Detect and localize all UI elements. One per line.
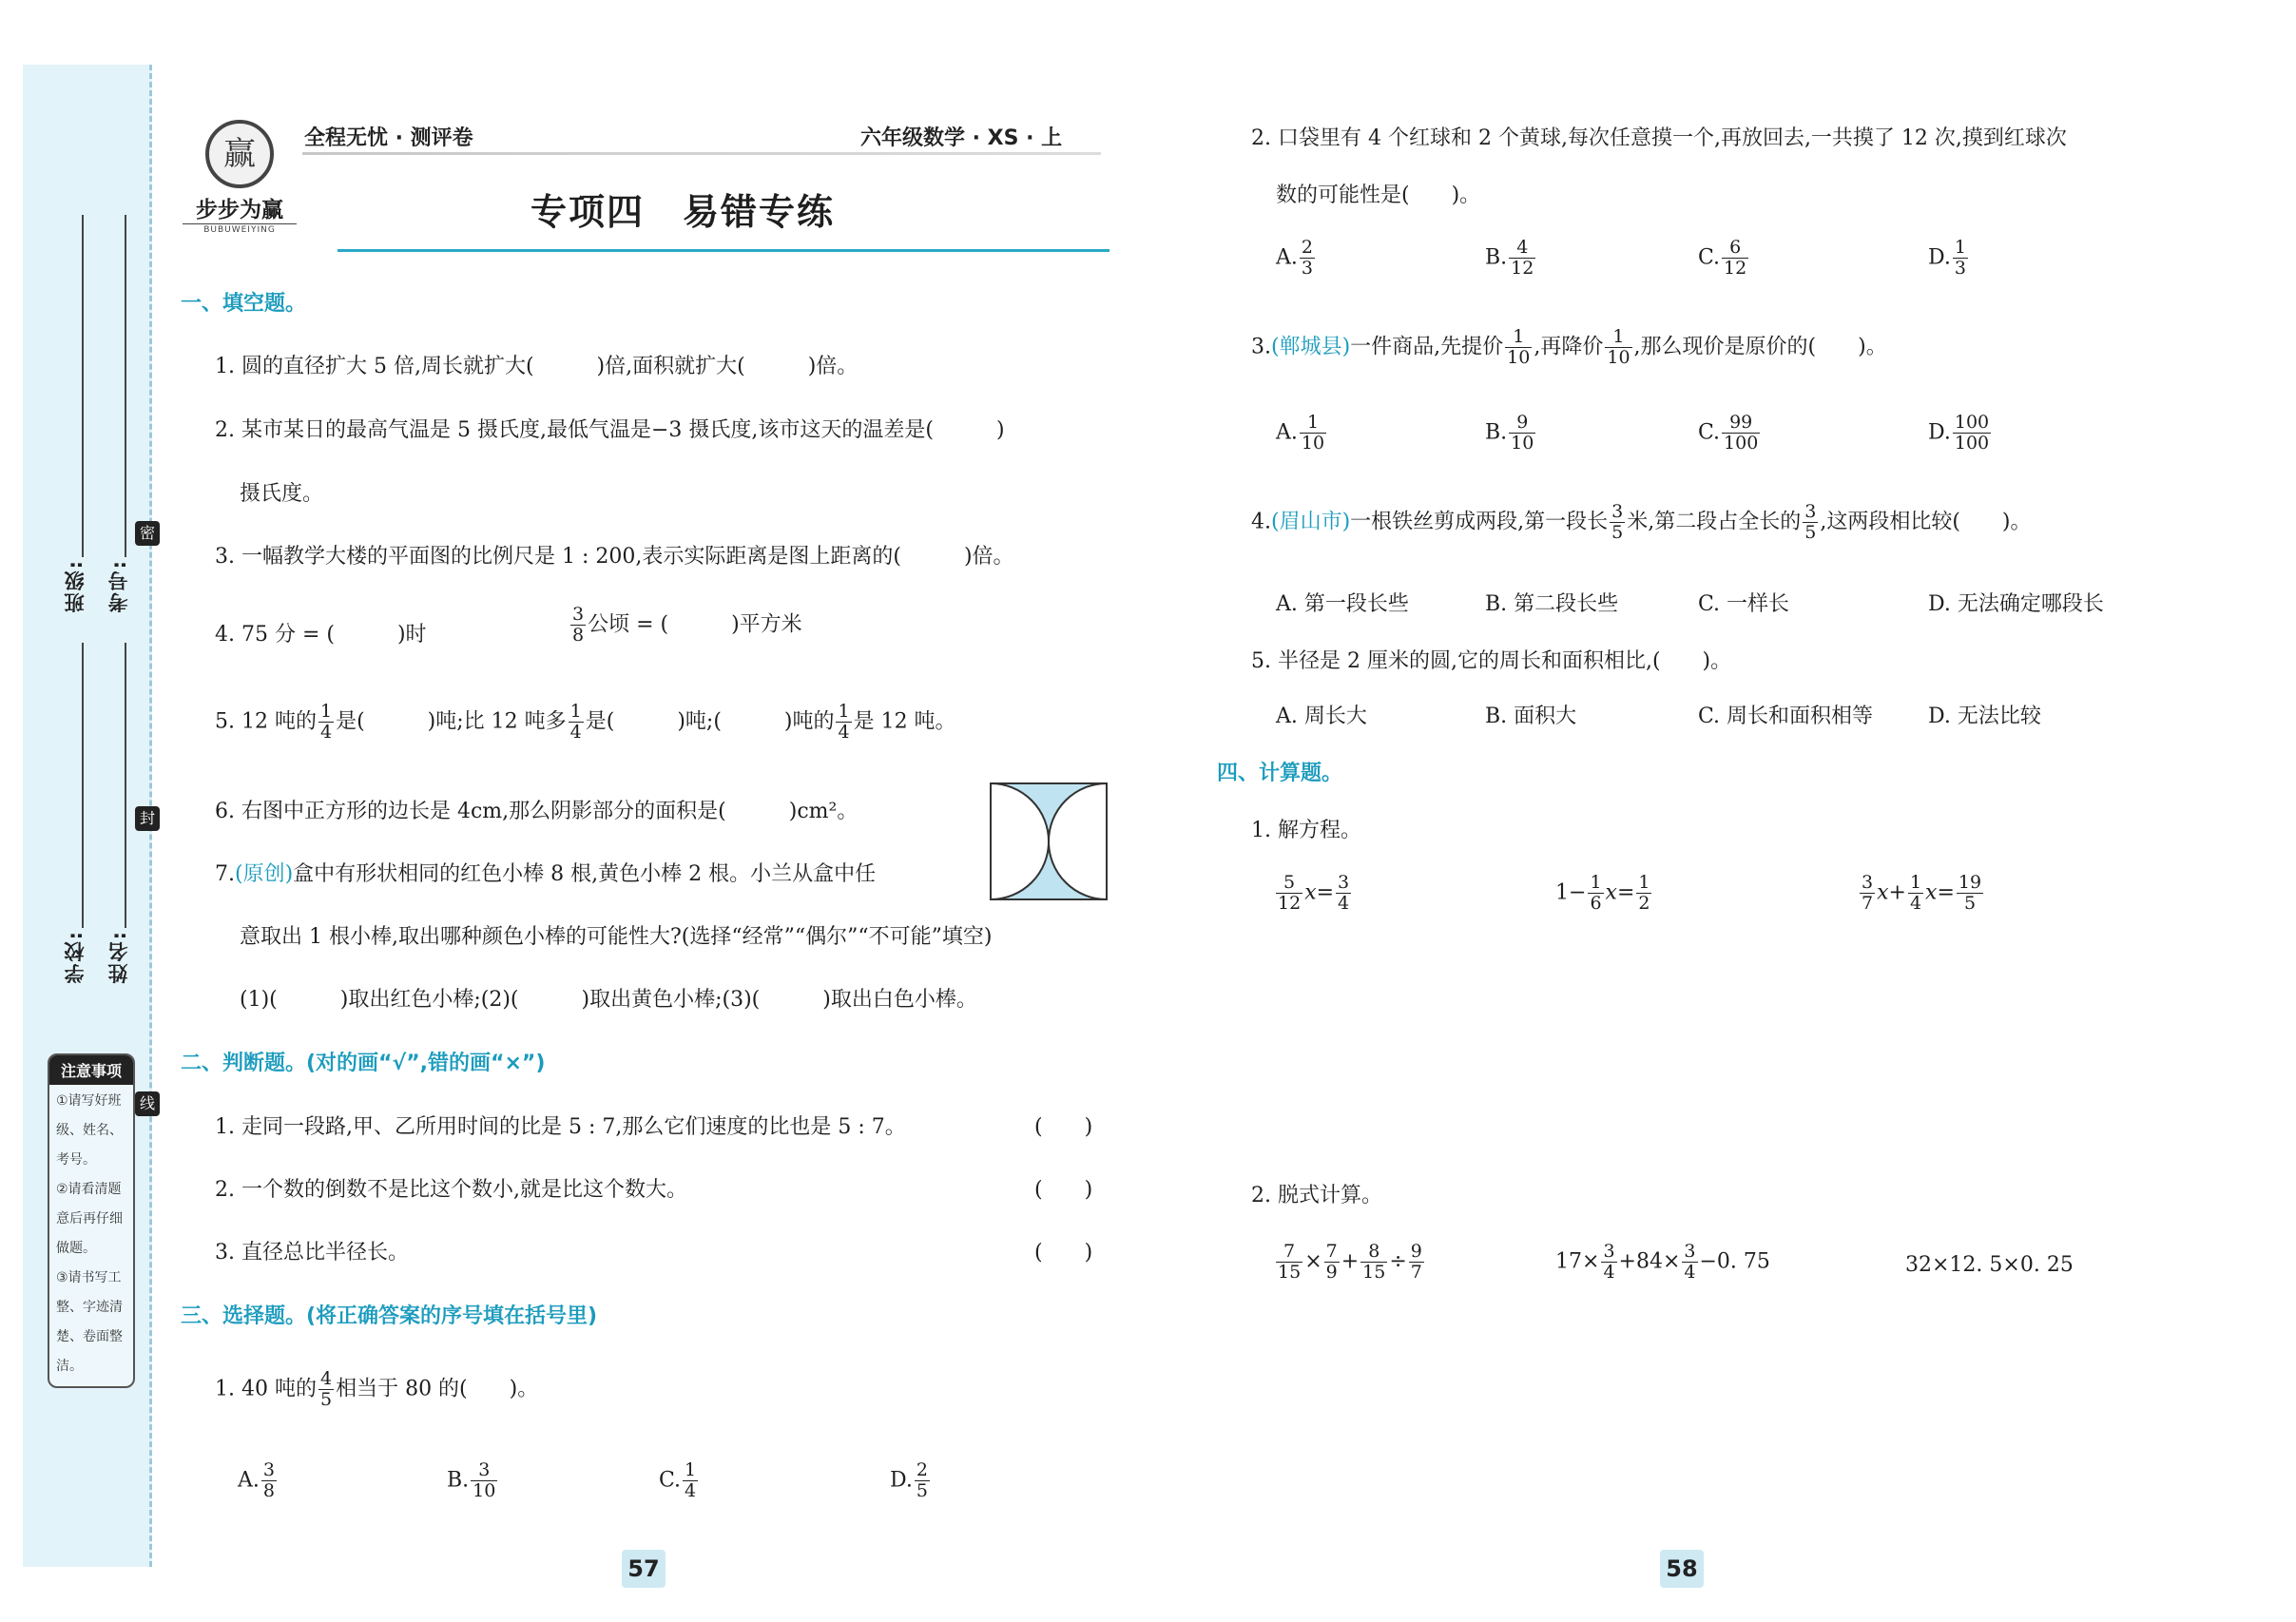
class-label: 班级: xyxy=(64,559,87,613)
fraction: $\frac{4}{5}$ xyxy=(319,1368,333,1410)
notes-body xyxy=(49,1085,133,1383)
region-tag: (郸城县) xyxy=(1271,335,1351,359)
shaded-square-figure xyxy=(989,782,1109,901)
option-d: D. 无法比较 xyxy=(1928,705,2041,728)
logo-pinyin: BUBUWEIYING xyxy=(183,223,297,235)
original-tag: (原创) xyxy=(235,862,294,886)
option-b: B. 第二段长些 xyxy=(1485,592,1619,616)
fill-line-exam-no xyxy=(125,215,126,557)
option-b: B. $\frac{4}{12}$ xyxy=(1485,237,1534,279)
option-c: C. $\frac{6}{12}$ xyxy=(1698,237,1747,279)
page-title: 专项四 易错专练 xyxy=(531,191,836,233)
option-a: A. $\frac{2}{3}$ xyxy=(1276,237,1313,279)
notes-line: 整、字迹清 xyxy=(56,1300,123,1315)
header-rule xyxy=(302,152,1101,155)
seal-mark-feng: 封 xyxy=(135,806,160,831)
notes-line: 意后再仔细 xyxy=(56,1211,123,1226)
notes-line: 做题。 xyxy=(56,1241,96,1256)
section-fill-blank: 一、填空题。 xyxy=(181,292,307,316)
notes-line: ①请写好班 xyxy=(56,1093,122,1109)
calculation-3: 32×12. 5×0. 25 xyxy=(1905,1253,2074,1277)
question-2-2: 2. 一个数的倒数不是比这个数小,就是比这个数大。 xyxy=(215,1178,687,1202)
seal-mark-mi: 密 xyxy=(135,521,160,546)
option-d: D. $\frac{100}{100}$ xyxy=(1928,412,1990,454)
fraction: $\frac{1}{4}$ xyxy=(319,701,333,743)
answer-paren: ( ) xyxy=(1034,1241,1093,1265)
question-1-5: 5. 12 吨的 $\frac{1}{4}$ 是( )吨;比 12 吨多 $\frac{1}{4}$ 是( )吨;( )吨的 $\frac{1}{4}$ 是 12 吨。 xyxy=(215,701,956,743)
question-1-4a: 4. 75 分 = ( )时 xyxy=(215,623,427,647)
section-judge: 二、判断题。(对的画“√”,错的画“×”) xyxy=(181,1052,546,1075)
question-1-7: 7.(原创)盒中有形状相同的红色小棒 8 根,黄色小棒 2 根。小兰从盒中任 xyxy=(215,862,877,886)
fraction: $\frac{1}{4}$ xyxy=(838,701,850,743)
notes-line: 级、姓名、 xyxy=(56,1123,123,1138)
question-1-7-cont: 意取出 1 根小棒,取出哪种颜色小棒的可能性大?(选择“经常”“偶尔”“不可能”填空) xyxy=(240,925,993,949)
notes-line: ②请看清题 xyxy=(56,1182,122,1197)
question-3-1: 1. 40 吨的 $\frac{4}{5}$ 相当于 80 的( )。 xyxy=(215,1368,539,1410)
option-d: D. 无法确定哪段长 xyxy=(1928,592,2104,616)
section-choice: 三、选择题。(将正确答案的序号填在括号里) xyxy=(181,1304,598,1328)
option-b: B. $\frac{3}{10}$ xyxy=(447,1459,496,1501)
question-3-3: 3.(郸城县)一件商品,先提价 $\frac{1}{10}$ ,再降价 $\frac{1}{10}$ ,那么现价是原价的( )。 xyxy=(1251,326,1887,368)
question-3-5: 5. 半径是 2 厘米的圆,它的周长和面积相比,( )。 xyxy=(1251,649,1732,673)
notes-box xyxy=(48,1053,135,1388)
seal-mark-xian: 线 xyxy=(135,1091,160,1116)
question-2-3: 3. 直径总比半径长。 xyxy=(215,1241,409,1265)
equation-2: 1− $\frac{1}{6}$ x= $\frac{1}{2}$ xyxy=(1555,872,1650,914)
name-label: 姓名: xyxy=(107,930,130,984)
option-c: C. 一样长 xyxy=(1698,592,1790,616)
calculation-2: 17× $\frac{3}{4}$ +84× $\frac{3}{4}$ −0. 75 xyxy=(1555,1241,1770,1283)
question-4-1: 1. 解方程。 xyxy=(1251,819,1361,842)
question-1-2: 2. 某市某日的最高气温是 5 摄氏度,最低气温是−3 摄氏度,该市这天的温差是( ) xyxy=(215,418,1005,442)
publisher-logo xyxy=(183,120,297,235)
question-3-4: 4.(眉山市)一根铁丝剪成两段,第一段长 $\frac{3}{5}$ 米,第二段占全长的 $\frac{3}{5}$ ,这两段相比较( )。 xyxy=(1251,501,2032,543)
equation-1: $\frac{5}{12}$ x= $\frac{3}{4}$ xyxy=(1278,872,1350,914)
question-1-4b: $\frac{3}{8}$ 公顷 = ( )平方米 xyxy=(572,604,802,646)
option-d: D. $\frac{1}{3}$ xyxy=(1928,237,1966,279)
fill-line-name xyxy=(125,643,126,928)
question-1-1: 1. 圆的直径扩大 5 倍,周长就扩大( )倍,面积就扩大( )倍。 xyxy=(215,355,859,378)
answer-paren: ( ) xyxy=(1034,1115,1093,1139)
section-calculation: 四、计算题。 xyxy=(1217,762,1343,785)
question-2-1: 1. 走同一段路,甲、乙所用时间的比是 5 : 7,那么它们速度的比也是 5 : 7。 xyxy=(215,1115,906,1139)
question-3-2: 2. 口袋里有 4 个红球和 2 个黄球,每次任意摸一个,再放回去,一共摸了 12 次,摸到红球次 xyxy=(1251,126,2067,150)
calculation-1: $\frac{7}{15}$ × $\frac{7}{9}$ + $\frac{8}{15}$ ÷ $\frac{9}{7}$ xyxy=(1278,1241,1422,1283)
page-number-right: 58 xyxy=(1660,1550,1704,1588)
school-label: 学校: xyxy=(64,930,87,984)
logo-brand: 步步为赢 xyxy=(196,198,283,222)
notes-line: 洁。 xyxy=(56,1359,83,1374)
question-1-7-sub: (1)( )取出红色小棒;(2)( )取出黄色小棒;(3)( )取出白色小棒。 xyxy=(240,988,977,1012)
notes-line: ③请书写工 xyxy=(56,1270,122,1285)
fill-line-class xyxy=(82,215,84,557)
title-rule xyxy=(338,249,1109,252)
option-c: C. $\frac{99}{100}$ xyxy=(1698,412,1759,454)
option-d: D. $\frac{2}{5}$ xyxy=(890,1459,928,1501)
question-1-2-cont: 摄氏度。 xyxy=(240,482,324,506)
option-c: C. 周长和面积相等 xyxy=(1698,705,1874,728)
fraction: $\frac{1}{4}$ xyxy=(569,701,582,743)
question-1-6: 6. 右图中正方形的边长是 4cm,那么阴影部分的面积是( )cm²。 xyxy=(215,800,859,823)
notes-title: 注意事项 xyxy=(49,1055,133,1085)
logo-emblem: 赢 xyxy=(205,120,274,188)
equation-3: $\frac{3}{7}$ x+ $\frac{1}{4}$ x= $\frac{19}{5}$ xyxy=(1862,872,1982,914)
question-4-2: 2. 脱式计算。 xyxy=(1251,1184,1382,1207)
option-b: B. 面积大 xyxy=(1485,705,1577,728)
option-a: A. $\frac{1}{10}$ xyxy=(1276,412,1325,454)
page-number-left: 57 xyxy=(622,1550,666,1588)
option-a: A. $\frac{3}{8}$ xyxy=(238,1459,275,1501)
fill-line-school xyxy=(82,643,84,928)
header-grade: 六年级数学 · XS · 上 xyxy=(860,126,1063,150)
exam-no-label: 考号: xyxy=(107,559,130,613)
option-c: C. $\frac{1}{4}$ xyxy=(659,1459,697,1501)
notes-line: 考号。 xyxy=(56,1152,96,1168)
fraction: $\frac{3}{8}$ xyxy=(572,604,585,646)
question-1-3: 3. 一幅教学大楼的平面图的比例尺是 1 : 200,表示实际距离是图上距离的( )倍。 xyxy=(215,545,1014,569)
region-tag: (眉山市) xyxy=(1271,510,1351,534)
option-b: B. $\frac{9}{10}$ xyxy=(1485,412,1534,454)
option-a: A. 第一段长些 xyxy=(1276,592,1409,616)
answer-paren: ( ) xyxy=(1034,1178,1093,1202)
header-series: 全程无忧 · 测评卷 xyxy=(304,126,473,150)
option-a: A. 周长大 xyxy=(1276,705,1367,728)
notes-line: 楚、卷面整 xyxy=(56,1329,123,1344)
question-3-2-cont: 数的可能性是( )。 xyxy=(1276,183,1481,207)
